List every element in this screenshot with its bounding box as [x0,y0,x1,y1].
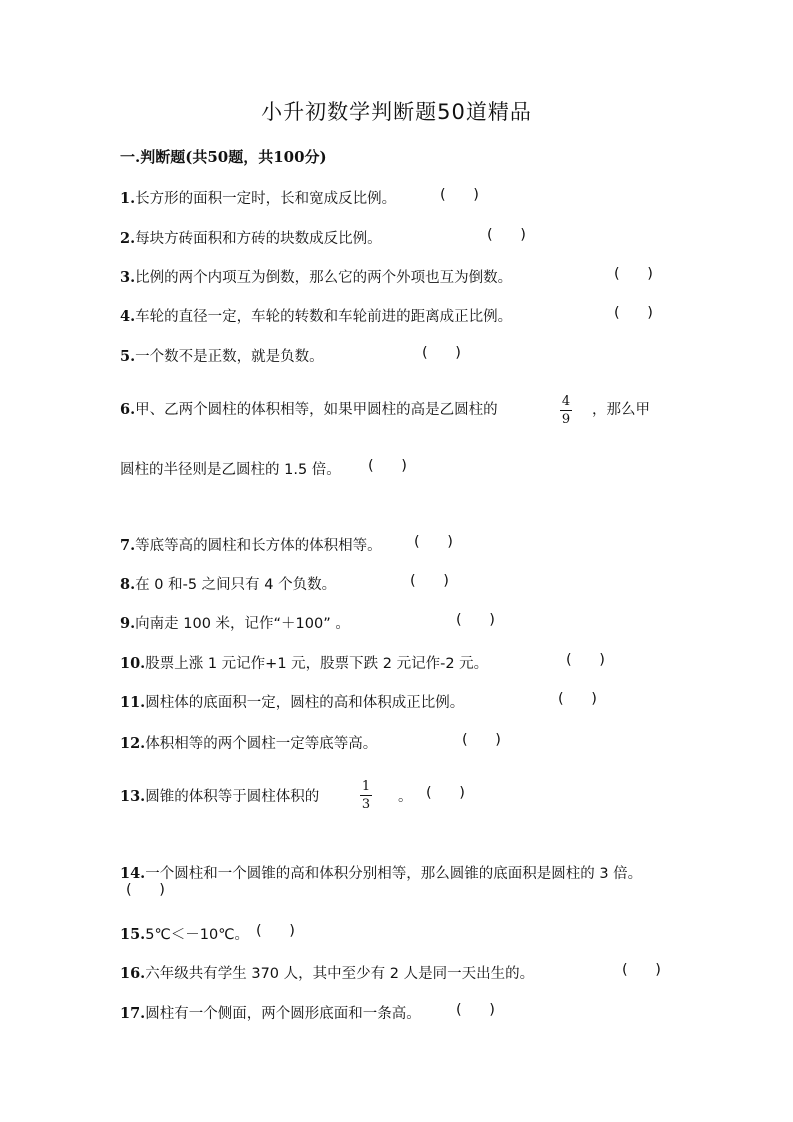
answer-blank-2[interactable]: ( ) [487,227,526,243]
question-17 [120,1002,421,1023]
question-15 [120,923,249,944]
question-number: 12. [120,735,146,752]
question-text: 股票上涨 1 元记作+1 元，股票下跌 2 元记作-2 元。 [145,656,489,672]
question-6-continuation: ，那么甲 [592,402,650,418]
answer-blank-1[interactable]: ( ) [440,187,479,203]
question-3 [120,266,512,287]
question-number: 4. [120,308,136,325]
question-number: 1. [120,190,136,207]
answer-blank-15[interactable]: ( ) [256,923,295,939]
answer-blank-7[interactable]: ( ) [414,534,453,550]
section-heading: 一.判断题(共50题，共100分) [120,148,327,166]
question-10 [120,652,488,673]
question-number: 13. [120,788,146,805]
question-13 [120,785,319,806]
question-text: 圆柱体的底面积一定，圆柱的高和体积成正比例。 [145,695,465,711]
question-7 [120,534,382,555]
question-number: 3. [120,269,136,286]
fraction-numerator: 4 [561,394,571,409]
question-text: 在 0 和-5 之间只有 4 个负数。 [135,577,337,593]
answer-blank-11[interactable]: ( ) [558,691,597,707]
question-text: 每块方砖面积和方砖的块数成反比例。 [135,231,382,247]
question-number: 15. [120,926,146,943]
fraction-denominator: 9 [561,412,571,427]
answer-blank-13[interactable]: ( ) [426,785,465,801]
question-1 [120,187,396,208]
answer-blank-5[interactable]: ( ) [422,345,461,361]
question-9 [120,612,350,633]
answer-blank-10[interactable]: ( ) [566,652,605,668]
question-6 [120,398,498,419]
question-4 [120,305,512,326]
question-number: 5. [120,348,136,365]
answer-blank-4[interactable]: ( ) [614,305,653,321]
question-text: 长方形的面积一定时，长和宽成反比例。 [135,191,397,207]
answer-blank-17[interactable]: ( ) [456,1002,495,1018]
question-text: 向南走 100 米，记作“＋100” 。 [135,616,350,632]
answer-blank-16[interactable]: ( ) [622,962,661,978]
question-11 [120,691,464,712]
question-number: 9. [120,615,136,632]
question-12 [120,732,377,753]
fraction-one-third [360,779,372,812]
question-number: 6. [120,401,136,418]
question-text: 一个圆柱和一个圆锥的高和体积分别相等，那么圆锥的底面积是圆柱的 3 倍。 [145,866,643,882]
question-text: 5℃＜－10℃。 [145,927,249,943]
question-text: 一个数不是正数，就是负数。 [135,349,324,365]
question-number: 8. [120,576,136,593]
fraction-bar [560,410,572,411]
fraction-four-ninths [560,394,572,427]
answer-blank-14[interactable]: ( ) [126,882,165,898]
fraction-numerator: 1 [361,779,371,794]
question-text: 体积相等的两个圆柱一定等底等高。 [145,736,378,752]
question-5 [120,345,324,366]
question-number: 2. [120,230,136,247]
question-text: 甲、乙两个圆柱的体积相等，如果甲圆柱的高是乙圆柱的 [135,402,498,418]
question-text: 比例的两个内项互为倒数，那么它的两个外项也互为倒数。 [135,270,513,286]
question-number: 14. [120,865,146,882]
question-number: 11. [120,694,146,711]
fraction-denominator: 3 [361,797,371,812]
answer-blank-8[interactable]: ( ) [410,573,449,589]
question-8 [120,573,336,594]
question-text: 圆柱有一个侧面，两个圆形底面和一条高。 [145,1006,421,1022]
question-16 [120,962,534,983]
question-text: 六年级共有学生 370 人，其中至少有 2 人是同一天出生的。 [145,966,535,982]
question-number: 10. [120,655,146,672]
answer-blank-9[interactable]: ( ) [456,612,495,628]
answer-blank-3[interactable]: ( ) [614,266,653,282]
fraction-bar [360,795,372,796]
question-6-line2: 圆柱的半径则是乙圆柱的 1.5 倍。 [120,462,341,478]
question-number: 7. [120,537,136,554]
answer-blank-12[interactable]: ( ) [462,732,501,748]
question-text: 车轮的直径一定，车轮的转数和车轮前进的距离成正比例。 [135,309,513,325]
question-number: 16. [120,965,146,982]
answer-blank-6[interactable]: ( ) [368,458,407,474]
page-title: 小升初数学判断题50道精品 [261,100,532,124]
question-13-continuation: 。 [398,789,413,805]
question-text: 圆锥的体积等于圆柱体积的 [145,789,320,805]
question-2 [120,227,382,248]
question-text: 等底等高的圆柱和长方体的体积相等。 [135,538,382,554]
question-14 [120,862,642,883]
question-number: 17. [120,1005,146,1022]
